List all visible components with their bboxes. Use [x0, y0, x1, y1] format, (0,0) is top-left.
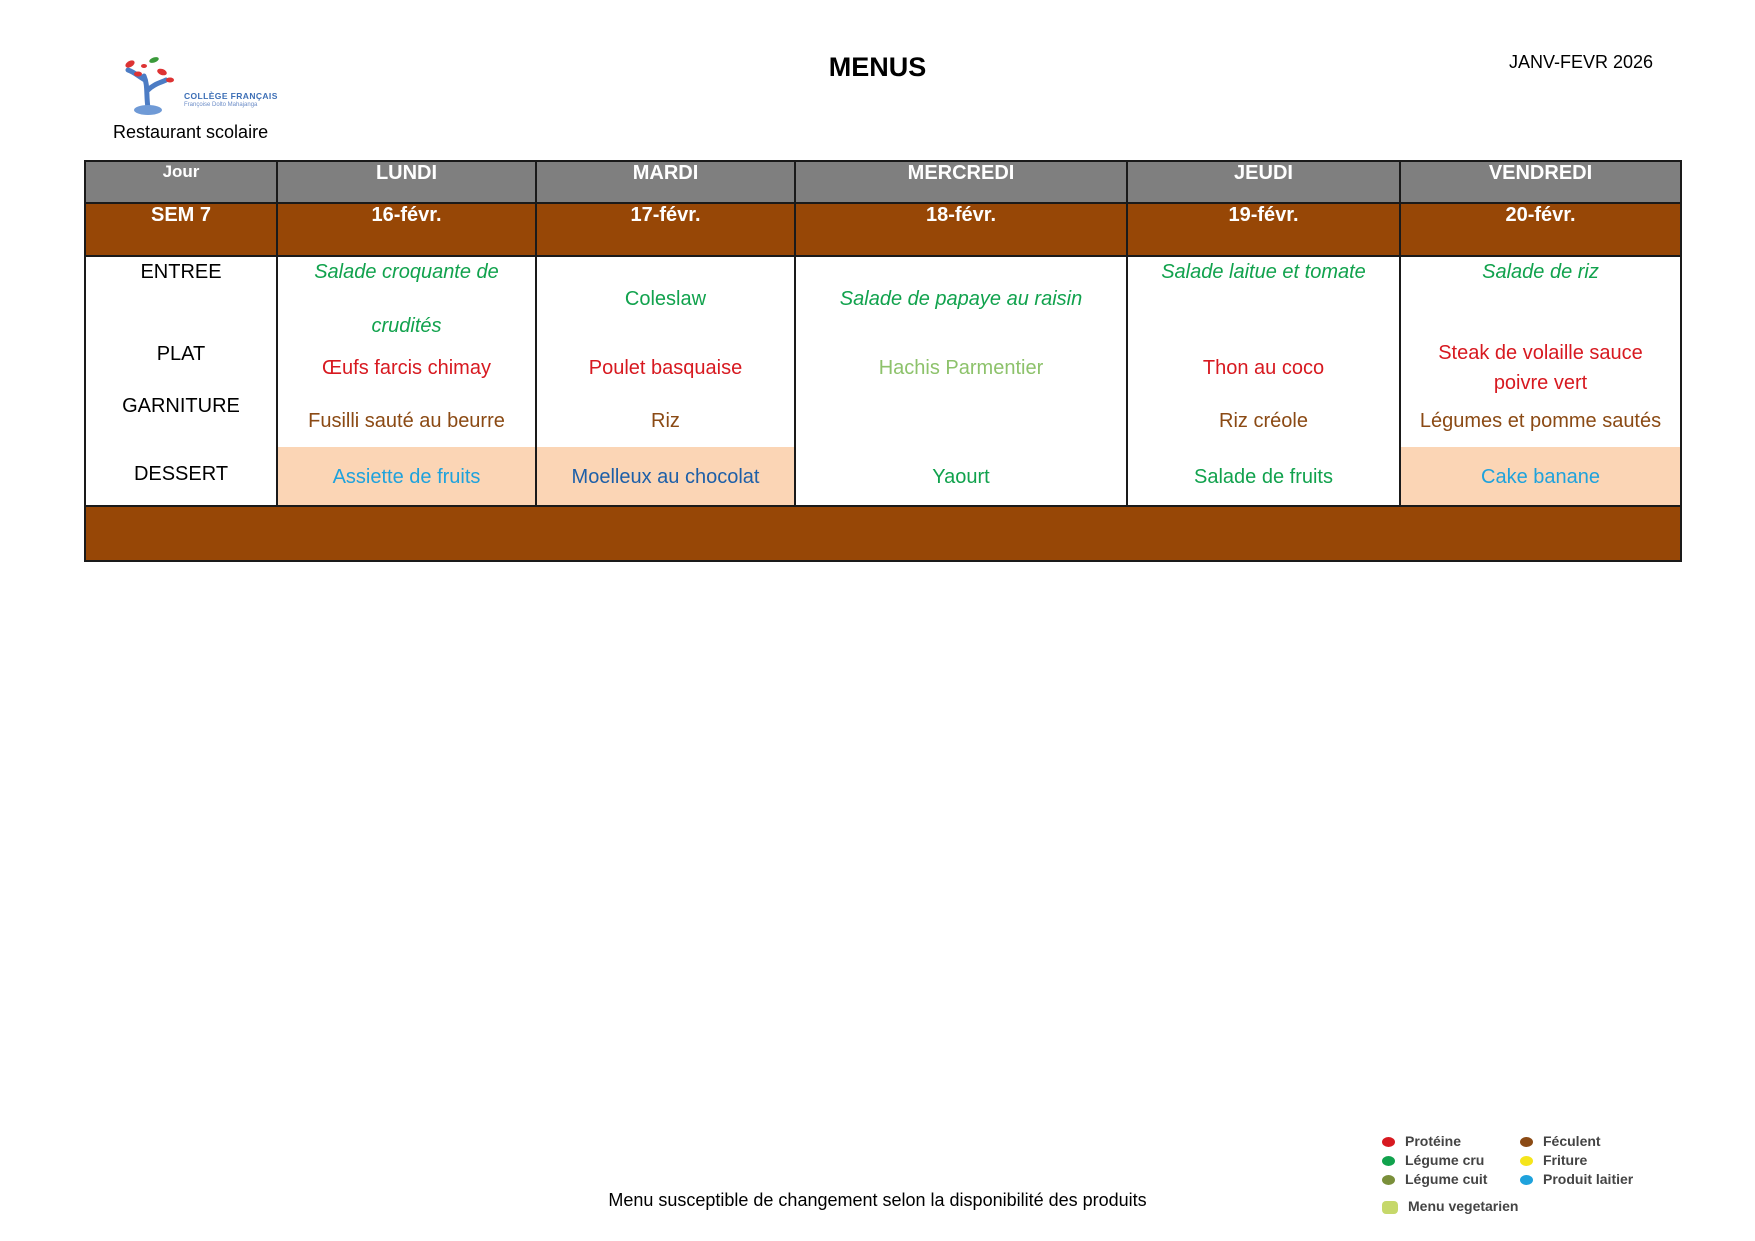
color-legend: [1382, 1133, 1672, 1225]
legend-proteine: [1382, 1133, 1461, 1149]
legend-friture-label: Friture: [1543, 1152, 1588, 1168]
date-mercredi: 18-févr.: [795, 203, 1127, 256]
legend-menu-vegetarien: [1382, 1198, 1518, 1214]
menu-cell-mercredi: [795, 256, 1127, 506]
plat-mardi: Poulet basquaise: [588, 357, 743, 379]
restaurant-subtitle: Restaurant scolaire: [113, 122, 269, 142]
day-header-lundi: LUNDI: [277, 161, 536, 203]
week-row: [85, 203, 1681, 256]
garniture-mardi: Riz: [651, 410, 680, 432]
menu-cell-mardi: [536, 256, 795, 506]
footer-band: [85, 506, 1681, 561]
day-header-row: [85, 161, 1681, 203]
day-header-mardi: MARDI: [536, 161, 795, 203]
day-header-mercredi: MERCREDI: [795, 161, 1127, 203]
label-dessert: DESSERT: [133, 463, 229, 485]
logo-subtitle: Françoise Dolto Mahajanga: [184, 102, 258, 108]
logo-name: COLLÈGE FRANÇAIS: [184, 91, 278, 101]
legend-feculent-label: Féculent: [1543, 1133, 1601, 1149]
menu-table: [84, 160, 1682, 562]
plat-vendredi-line2: poivre vert: [1493, 372, 1588, 394]
date-lundi: 16-févr.: [277, 203, 536, 256]
garniture-jeudi: Riz créole: [1219, 410, 1308, 432]
footer-band-row: [85, 506, 1681, 561]
plat-mercredi: Hachis Parmentier: [878, 357, 1044, 379]
legend-legume-cru-label: Légume cru: [1405, 1152, 1485, 1168]
menu-cell-jeudi: [1127, 256, 1400, 506]
plat-vendredi-line1: Steak de volaille sauce: [1438, 342, 1643, 364]
jour-header: Jour: [85, 161, 277, 203]
dessert-jeudi: Salade de fruits: [1194, 466, 1333, 488]
brown-dot-icon: [1520, 1137, 1533, 1147]
plat-jeudi: Thon au coco: [1202, 357, 1325, 379]
red-dot-icon: [1382, 1137, 1395, 1147]
day-header-jeudi: JEUDI: [1127, 161, 1400, 203]
garniture-vendredi: Légumes et pomme sautés: [1419, 410, 1662, 432]
garniture-lundi: Fusilli sauté au beurre: [308, 410, 505, 432]
legend-legume-cuit: [1382, 1171, 1487, 1187]
entree-mercredi: Salade de papaye au raisin: [839, 288, 1083, 310]
dessert-mercredi: Yaourt: [932, 466, 990, 488]
entree-lundi-line2: crudités: [371, 315, 442, 337]
menu-body-row: [85, 256, 1681, 506]
vegetarian-icon: [1382, 1201, 1398, 1214]
legend-legume-cuit-label: Légume cuit: [1405, 1171, 1488, 1187]
legend-produit-laitier: [1520, 1171, 1633, 1187]
period-label: JANV-FEVR 2026: [1508, 52, 1653, 72]
legend-produit-laitier-label: Produit laitier: [1543, 1171, 1634, 1187]
date-vendredi: 20-févr.: [1400, 203, 1681, 256]
legend-proteine-label: Protéine: [1405, 1133, 1462, 1149]
date-mardi: 17-févr.: [536, 203, 795, 256]
row-labels-cell: [85, 256, 277, 506]
green-dot-icon: [1382, 1156, 1395, 1166]
label-entree: ENTREE: [140, 261, 222, 283]
menu-cell-lundi: [277, 256, 536, 506]
entree-mardi: Coleslaw: [624, 288, 707, 310]
legend-menu-vegetarien-label: Menu vegetarien: [1408, 1198, 1519, 1214]
entree-vendredi: Salade de riz: [1482, 261, 1599, 283]
legend-legume-cru: [1382, 1152, 1484, 1168]
entree-jeudi: Salade laitue et tomate: [1161, 261, 1366, 283]
olive-dot-icon: [1382, 1175, 1395, 1185]
page-title: MENUS: [828, 52, 927, 82]
day-header-vendredi: VENDREDI: [1400, 161, 1681, 203]
date-jeudi: 19-févr.: [1127, 203, 1400, 256]
entree-lundi-line1: Salade croquante de: [314, 261, 499, 283]
blue-dot-icon: [1520, 1175, 1533, 1185]
legend-friture: [1520, 1152, 1587, 1168]
plat-lundi: Œufs farcis chimay: [322, 357, 491, 379]
legend-feculent: [1520, 1133, 1601, 1149]
label-plat: PLAT: [156, 343, 206, 365]
dessert-lundi: Assiette de fruits: [332, 466, 481, 488]
week-label: SEM 7: [85, 203, 277, 256]
dessert-mardi: Moelleux au chocolat: [571, 466, 760, 488]
yellow-dot-icon: [1520, 1156, 1533, 1166]
menu-cell-vendredi: [1400, 256, 1681, 506]
dessert-vendredi: Cake banane: [1481, 466, 1600, 488]
footer-note: Menu susceptible de changement selon la disponibilité des produits: [608, 1190, 1147, 1210]
label-garniture: GARNITURE: [122, 395, 240, 417]
